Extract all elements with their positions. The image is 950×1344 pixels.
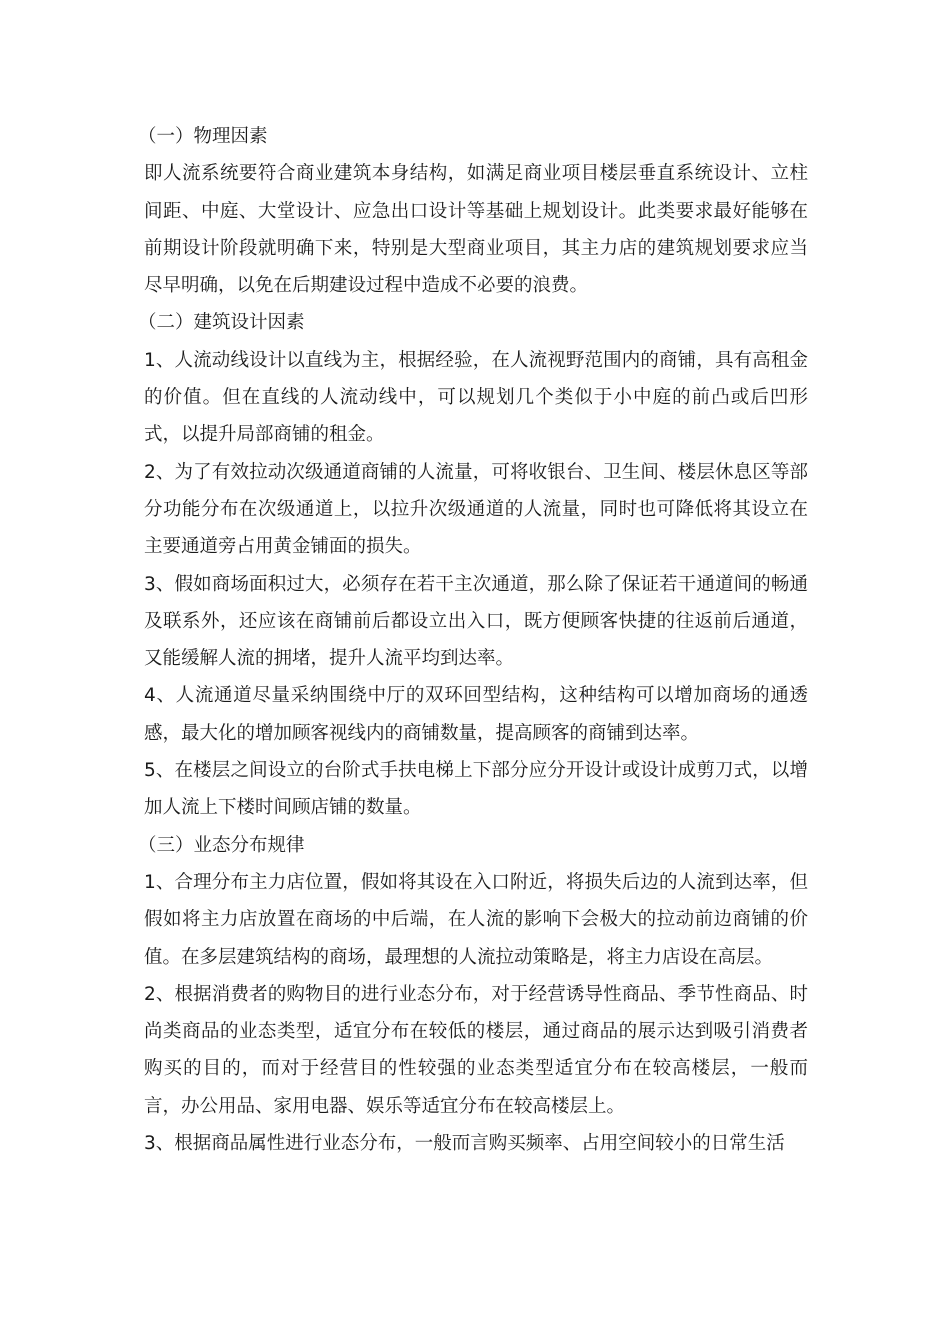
paragraph-design-item-5: 5、在楼层之间设立的台阶式手扶电梯上下部分应分开设计或设计成剪刀式，以增加人流上下楼时间顾店铺的数量。 bbox=[144, 760, 808, 819]
paragraph-design-item-2: 2、为了有效拉动次级通道商铺的人流量，可将收银台、卫生间、楼层休息区等部分功能分布在次级通道上，以拉升次级通道的人流量，同时也可降低将其设立在主要通道旁占用黄金铺面的损失。 bbox=[144, 461, 808, 558]
paragraph-design-item-1: 1、人流动线设计以直线为主，根据经验，在人流视野范围内的商铺，具有高租金的价值。但在直线的人流动线中，可以规划几个类似于小中庭的前凸或后凹形式，以提升局部商铺的租金。 bbox=[144, 349, 808, 446]
paragraph-design-item-4: 4、人流通道尽量采纳围绕中厅的双环回型结构，这种结构可以增加商场的通透感，最大化的增加顾客视线内的商铺数量，提高顾客的商铺到达率。 bbox=[144, 685, 808, 744]
section-heading-physical-factors: （一）物理因素 bbox=[138, 126, 268, 147]
section-heading-architectural-design: （二）建筑设计因素 bbox=[138, 312, 305, 334]
paragraph-distribution-item-1: 1、合理分布主力店位置，假如将其设在入口附近，将损失后边的人流到达率，但假如将主力店放置在商场的中后端，在人流的影响下会极大的拉动前边商铺的价值。在多层建筑结构的商场，最理想的人流拉动策略是，将主力店设在高层。 bbox=[144, 871, 808, 968]
document-body bbox=[138, 118, 808, 1162]
paragraph-physical-factors: 即人流系统要符合商业建筑本身结构，如满足商业项目楼层垂直系统设计、立柱间距、中庭、大堂设计、应急出口设计等基础上规划设计。此类要求最好能够在前期设计阶段就明确下来，特别是大型商业项目，其主力店的建筑规划要求应当尽早明确，以免在后期建设过程中造成不必要的浪费。 bbox=[144, 163, 808, 297]
paragraph-distribution-item-2: 2、根据消费者的购物目的进行业态分布，对于经营诱导性商品、季节性商品、时尚类商品的业态类型，适宜分布在较低的楼层，通过商品的展示达到吸引消费者购买的目的，而对于经营目的性较强的业态类型适宜分布在较高楼层，一般而言，办公用品、家用电器、娱乐等适宜分布在较高楼层上。 bbox=[144, 983, 808, 1117]
paragraph-design-item-3: 3、假如商场面积过大，必须存在若干主次通道，那么除了保证若干通道间的畅通及联系外，还应该在商铺前后都设立出入口，既方便顾客快捷的往返前后通道，又能缓解人流的拥堵，提升人流平均到达率。 bbox=[144, 573, 808, 670]
paragraph-distribution-item-3: 3、根据商品属性进行业态分布，一般而言购买频率、占用空间较小的日常生活 bbox=[144, 1133, 785, 1155]
section-heading-business-distribution: （三）业态分布规律 bbox=[138, 834, 305, 856]
